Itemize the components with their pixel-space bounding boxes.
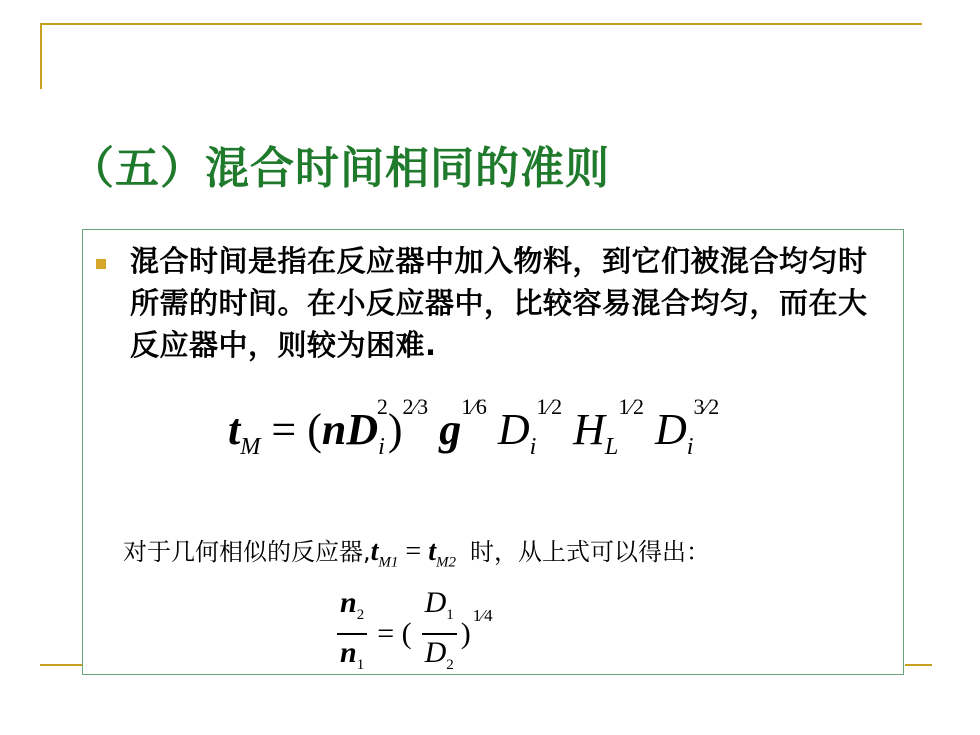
bottom-divider-line-right	[905, 664, 932, 666]
equal-time-condition: $t_{M1} = t_{M2}$	[370, 536, 456, 571]
similarity-suffix: 时，从上式可以得出：	[470, 538, 710, 566]
bullet-text: 混合时间是指在反应器中加入物料，到它们被混合均匀时所需的时间。在小反应器中，比较容易混合均匀，而在大反应器中，则较为困难.	[130, 244, 868, 362]
speed-ratio-formula: $\frac{n_2}{n_1}$ = ( $\frac{D_1}{D_2}$ ) 1⁄4	[333, 585, 493, 683]
bottom-divider-line-left	[40, 664, 82, 666]
n-ratio-fraction: $\frac{n_2}{n_1}$	[337, 585, 367, 683]
slide-title: （五）混合时间相同的准则	[70, 143, 610, 194]
d-ratio-fraction: $\frac{D_1}{D_2}$	[422, 585, 457, 683]
similarity-prefix: 对于几何相似的反应器,	[123, 538, 371, 566]
bullet-square-icon	[96, 259, 106, 269]
mixing-time-formula: $t_M = (nD_i^2)^{2⁄3}$ $g^{1⁄6}$ $D_i^{1⁄2}$ $H_L^{1⁄2}$ $D_i^{3⁄2}$	[228, 394, 720, 460]
top-divider-line	[40, 23, 922, 25]
left-divider-line	[40, 23, 42, 89]
content-box	[82, 229, 904, 675]
similarity-sentence	[123, 532, 710, 571]
